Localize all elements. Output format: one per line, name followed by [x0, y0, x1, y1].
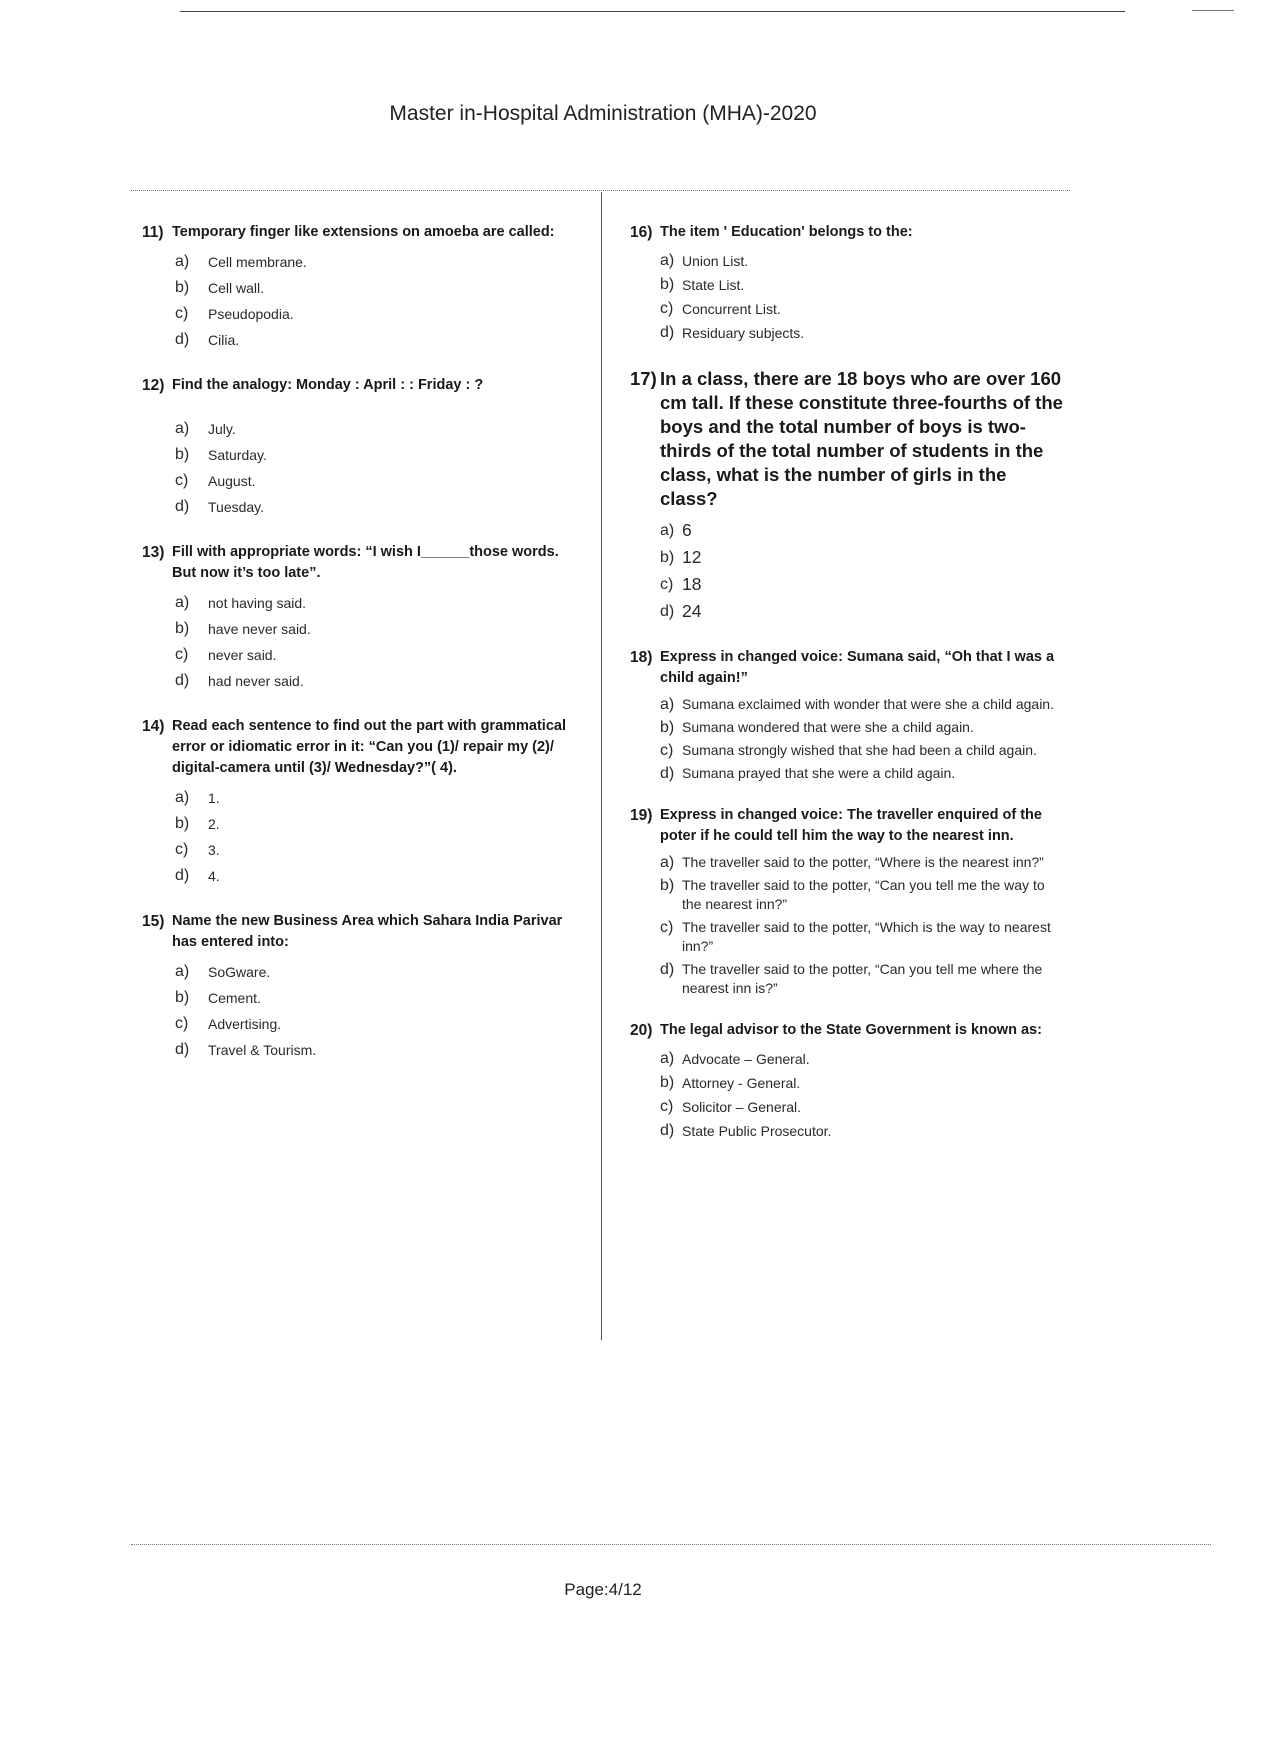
option-letter: a) — [660, 252, 675, 269]
option-letter: a) — [175, 789, 190, 806]
option-text: Concurrent List. — [682, 301, 781, 317]
option-c — [138, 468, 578, 494]
option-a — [626, 853, 1066, 872]
question-number: 18) — [630, 649, 653, 666]
question-stem — [626, 647, 1066, 689]
question-17 — [626, 367, 1066, 625]
option-a — [626, 695, 1066, 714]
option-letter: d) — [660, 324, 675, 341]
option-a — [138, 590, 578, 616]
question-stem — [138, 542, 578, 584]
option-a — [626, 517, 1066, 544]
option-letter: c) — [175, 1015, 189, 1032]
option-letter: a) — [175, 420, 190, 437]
question-text: Express in changed voice: The traveller enquired of the poter if he could tell him the way to the nearest inn. — [660, 807, 1042, 844]
option-letter: c) — [660, 300, 674, 317]
option-letter: b) — [660, 1074, 675, 1091]
option-letter: d) — [660, 603, 675, 620]
option-letter: c) — [660, 742, 674, 759]
option-c — [138, 642, 578, 668]
option-letter: b) — [660, 877, 675, 894]
options-list — [626, 695, 1066, 783]
option-letter: d) — [660, 961, 675, 978]
question-text: Fill with appropriate words: “I wish I______those words. But now it’s too late”. — [172, 544, 559, 581]
options-list — [626, 853, 1066, 998]
footer-divider — [131, 1544, 1211, 1545]
question-15 — [138, 911, 578, 1063]
question-20 — [626, 1020, 1066, 1143]
option-text: 1. — [208, 790, 220, 806]
option-letter: c) — [175, 305, 189, 322]
option-b — [138, 275, 578, 301]
option-letter: b) — [175, 989, 190, 1006]
option-a — [626, 1047, 1066, 1071]
option-d — [138, 494, 578, 520]
option-letter: c) — [175, 841, 189, 858]
option-letter: b) — [660, 276, 675, 293]
option-text: Sumana prayed that she were a child again. — [682, 765, 956, 781]
option-text: 18 — [682, 574, 702, 594]
option-c — [626, 297, 1066, 321]
question-text: Temporary finger like extensions on amoeba are called: — [172, 224, 555, 240]
option-text: August. — [208, 473, 256, 489]
options-list — [138, 416, 578, 520]
option-a — [626, 249, 1066, 273]
option-d — [626, 321, 1066, 345]
option-a — [138, 249, 578, 275]
question-stem — [626, 222, 1066, 243]
option-text: The traveller said to the potter, “Can you tell me the way to the nearest inn?” — [682, 877, 1045, 912]
option-text: 3. — [208, 842, 220, 858]
option-letter: a) — [175, 594, 190, 611]
option-b — [626, 718, 1066, 737]
option-letter: c) — [175, 472, 189, 489]
option-d — [626, 764, 1066, 783]
option-text: 6 — [682, 520, 692, 540]
option-a — [138, 416, 578, 442]
option-letter: b) — [175, 446, 190, 463]
question-number: 14) — [142, 718, 165, 735]
option-letter: d) — [175, 498, 190, 515]
options-list — [138, 249, 578, 353]
option-letter: a) — [175, 253, 190, 270]
top-scan-rule-right — [1192, 10, 1234, 11]
option-text: The traveller said to the potter, “Where is the nearest inn?” — [682, 854, 1044, 870]
option-letter: b) — [175, 815, 190, 832]
column-divider — [601, 192, 602, 1340]
question-19 — [626, 805, 1066, 998]
option-text: State Public Prosecutor. — [682, 1123, 832, 1139]
option-text: Travel & Tourism. — [208, 1042, 317, 1058]
question-stem — [626, 805, 1066, 847]
question-text: Read each sentence to find out the part with grammatical error or idiomatic error in it: “Can you (1)/ repair my (2)/ digital-camera until (3)/ Wednesday?”( 4). — [172, 718, 566, 776]
page-title: Master in-Hospital Administration (MHA)-2020 — [389, 102, 817, 125]
question-text: In a class, there are 18 boys who are over 160 cm tall. If these constitute three-fourths of the boys and the total number of boys is two-thirds of the total number of students in the class, what is the number of girls in the class? — [660, 368, 1063, 509]
option-text: never said. — [208, 647, 277, 663]
options-list — [138, 785, 578, 889]
question-stem — [138, 375, 578, 396]
option-text: 24 — [682, 601, 702, 621]
option-d — [138, 327, 578, 353]
question-16 — [626, 222, 1066, 345]
option-letter: d) — [660, 1122, 675, 1139]
option-text: Cell wall. — [208, 280, 265, 296]
options-list — [626, 249, 1066, 345]
question-number: 19) — [630, 807, 653, 824]
right-column — [626, 222, 1066, 1165]
options-list — [626, 517, 1066, 625]
option-letter: a) — [660, 522, 675, 539]
option-b — [138, 811, 578, 837]
question-18 — [626, 647, 1066, 783]
option-letter: d) — [175, 867, 190, 884]
option-b — [138, 616, 578, 642]
question-11 — [138, 222, 578, 353]
option-text: Union List. — [682, 253, 749, 269]
option-c — [626, 571, 1066, 598]
option-c — [626, 918, 1066, 956]
page-number: Page:4/12 — [564, 1580, 642, 1599]
option-letter: c) — [660, 1098, 674, 1115]
top-scan-rule — [180, 11, 1125, 12]
option-d — [138, 863, 578, 889]
option-d — [626, 598, 1066, 625]
option-text: Saturday. — [208, 447, 267, 463]
question-number: 11) — [142, 224, 164, 241]
option-letter: b) — [175, 620, 190, 637]
option-b — [138, 442, 578, 468]
option-text: Solicitor – General. — [682, 1099, 802, 1115]
option-text: July. — [208, 421, 236, 437]
option-d — [138, 668, 578, 694]
option-b — [626, 876, 1066, 914]
question-text: Name the new Business Area which Sahara India Parivar has entered into: — [172, 913, 563, 950]
option-letter: a) — [660, 1050, 675, 1067]
option-letter: d) — [660, 765, 675, 782]
option-letter: c) — [660, 919, 674, 936]
option-text: Attorney - General. — [682, 1075, 801, 1091]
option-d — [626, 960, 1066, 998]
option-letter: a) — [660, 696, 675, 713]
option-text: Cell membrane. — [208, 254, 307, 270]
option-text: The traveller said to the potter, “Which is the way to nearest inn?” — [682, 919, 1051, 954]
option-a — [138, 785, 578, 811]
option-letter: b) — [660, 549, 675, 566]
options-list — [138, 590, 578, 694]
question-number: 13) — [142, 544, 165, 561]
question-number: 12) — [142, 377, 165, 394]
option-text: not having said. — [208, 595, 307, 611]
left-column — [138, 222, 578, 1085]
option-c — [138, 1011, 578, 1037]
option-letter: c) — [175, 646, 189, 663]
question-13 — [138, 542, 578, 694]
option-text: State List. — [682, 277, 745, 293]
option-text: 12 — [682, 547, 702, 567]
option-text: Tuesday. — [208, 499, 265, 515]
header-divider — [131, 190, 1070, 191]
question-text: The legal advisor to the State Government is known as: — [660, 1022, 1042, 1038]
option-letter: a) — [175, 963, 190, 980]
question-stem — [138, 222, 578, 243]
option-text: Pseudopodia. — [208, 306, 294, 322]
option-text: Sumana wondered that were she a child again. — [682, 719, 974, 735]
option-c — [138, 301, 578, 327]
option-text: 2. — [208, 816, 220, 832]
option-c — [626, 741, 1066, 760]
question-text: Express in changed voice: Sumana said, “Oh that I was a child again!” — [660, 649, 1055, 686]
option-d — [626, 1119, 1066, 1143]
option-text: had never said. — [208, 673, 304, 689]
option-b — [626, 273, 1066, 297]
question-number: 16) — [630, 224, 653, 241]
option-letter: d) — [175, 331, 190, 348]
option-text: Cement. — [208, 990, 261, 1006]
options-list — [138, 959, 578, 1063]
question-number: 15) — [142, 913, 165, 930]
option-c — [626, 1095, 1066, 1119]
option-letter: b) — [175, 279, 190, 296]
option-text: Sumana strongly wished that she had been a child again. — [682, 742, 1037, 758]
option-letter: b) — [660, 719, 675, 736]
question-stem — [626, 1020, 1066, 1041]
option-b — [626, 544, 1066, 571]
option-text: The traveller said to the potter, “Can you tell me where the nearest inn is?” — [682, 961, 1043, 996]
question-stem — [138, 716, 578, 779]
option-letter: d) — [175, 1041, 190, 1058]
option-text: 4. — [208, 868, 220, 884]
option-c — [138, 837, 578, 863]
option-b — [138, 985, 578, 1011]
question-text: The item ' Education' belongs to the: — [660, 224, 913, 240]
option-text: Advertising. — [208, 1016, 282, 1032]
option-text: have never said. — [208, 621, 311, 637]
option-b — [626, 1071, 1066, 1095]
options-list — [626, 1047, 1066, 1143]
option-letter: c) — [660, 576, 674, 593]
option-d — [138, 1037, 578, 1063]
option-text: SoGware. — [208, 964, 271, 980]
question-number: 17) — [630, 368, 657, 389]
option-letter: d) — [175, 672, 190, 689]
question-stem — [626, 367, 1066, 511]
option-a — [138, 959, 578, 985]
option-text: Sumana exclaimed with wonder that were she a child again. — [682, 696, 1054, 712]
question-12 — [138, 375, 578, 520]
option-text: Cilia. — [208, 332, 240, 348]
question-text: Find the analogy: Monday : April : : Friday : ? — [172, 377, 484, 393]
option-letter: a) — [660, 854, 675, 871]
question-stem — [138, 911, 578, 953]
option-text: Residuary subjects. — [682, 325, 805, 341]
option-text: Advocate – General. — [682, 1051, 810, 1067]
question-number: 20) — [630, 1022, 653, 1039]
question-14 — [138, 716, 578, 889]
